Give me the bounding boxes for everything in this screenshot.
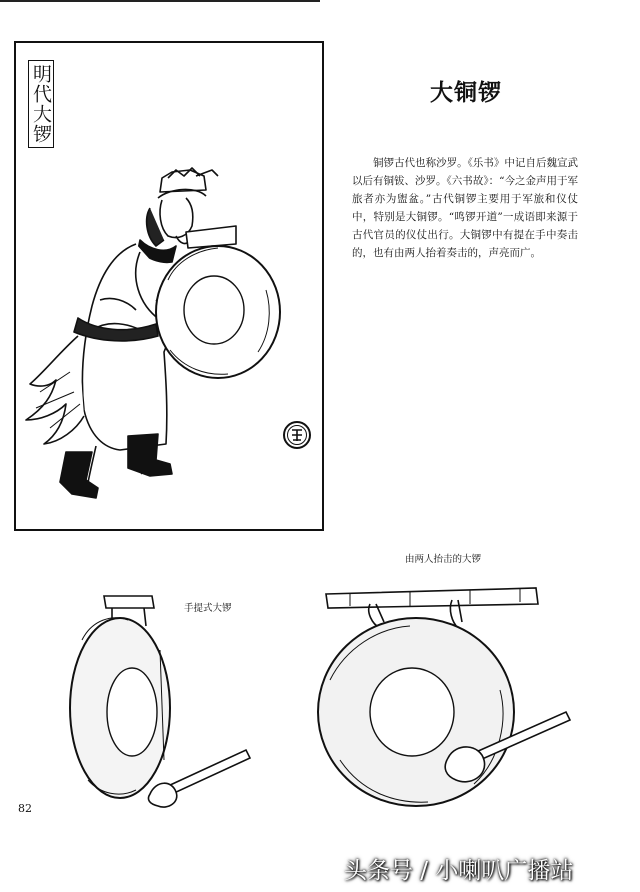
article-title: 大铜锣: [430, 80, 502, 106]
caption-two-person-gong: 由两人抬击的大锣: [405, 554, 482, 565]
page-number: 82: [18, 802, 32, 815]
article-paragraph: 铜锣古代也称沙罗。《乐书》中记自后魏宣武以后有铜钹、沙罗。《六书故》：“今之金声用于军旅者亦为盥盆。”古代铜锣主要用于军旅和仪仗中，特别是大铜锣。“鸣锣开道”一成语即来源于古代官员的仪仗出行。大铜锣中有提在手中奏击的，也有由两人抬着奏击的，声亮而广。: [352, 157, 578, 259]
watermark: 头条号 / 小喇叭广播站: [344, 858, 574, 884]
caption-hand-held-gong: 手提式大锣: [184, 603, 232, 614]
plate-tag: 明代大锣: [28, 60, 54, 148]
